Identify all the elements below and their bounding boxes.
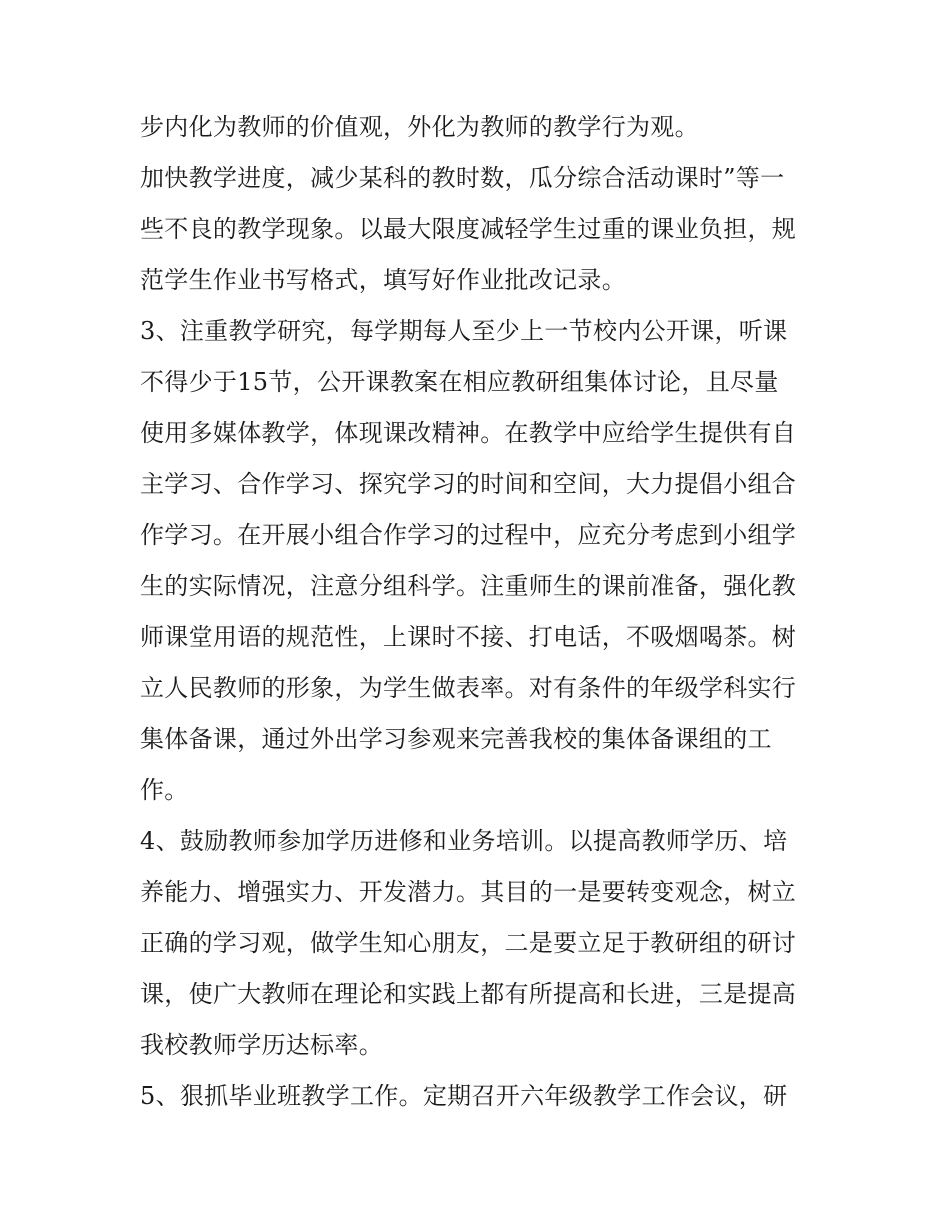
- text-line: 正确的学习观，做学生知心朋友，二是要立足于教研组的研讨: [140, 929, 797, 957]
- text-line: 我校教师学历达标率。: [140, 1031, 383, 1059]
- text-line: 3、注重教学研究，每学期每人至少上一节校内公开课，听课: [140, 317, 788, 345]
- text-line: 不得少于15节，公开课教案在相应教研组集体讨论，且尽量: [140, 368, 779, 396]
- text-line: 作学习。在开展小组合作学习的过程中，应充分考虑到小组学: [140, 521, 797, 549]
- text-line: 范学生作业书写格式，填写好作业批改记录。: [140, 266, 626, 294]
- text-line: 主学习、合作学习、探究学习的时间和空间，大力提倡小组合: [140, 470, 797, 498]
- text-line: 使用多媒体教学，体现课改精神。在教学中应给学生提供有自: [140, 419, 797, 447]
- text-line: 加快教学进度，减少某科的教时数，瓜分综合活动课时”等一: [140, 164, 785, 192]
- text-line: 课，使广大教师在理论和实践上都有所提高和长进，三是提高: [140, 980, 797, 1008]
- text-line: 养能力、增强实力、开发潜力。其目的一是要转变观念，树立: [140, 878, 797, 906]
- text-line: 立人民教师的形象，为学生做表率。对有条件的年级学科实行: [140, 674, 797, 702]
- text-line: 些不良的教学现象。以最大限度减轻学生过重的课业负担，规: [140, 215, 797, 243]
- text-line: 生的实际情况，注意分组科学。注重师生的课前准备，强化教: [140, 572, 797, 600]
- document-body: [140, 102, 820, 1122]
- text-line: 作。: [140, 776, 189, 804]
- text-line: 4、鼓励教师参加学历进修和业务培训。以提高教师学历、培: [140, 827, 788, 855]
- text-line: 师课堂用语的规范性，上课时不接、打电话，不吸烟喝茶。树: [140, 623, 797, 651]
- text-line: 5、狠抓毕业班教学工作。定期召开六年级教学工作会议，研: [140, 1082, 788, 1110]
- text-line: 步内化为教师的价值观，外化为教师的教学行为观。: [140, 113, 699, 141]
- text-line: 集体备课，通过外出学习参观来完善我校的集体备课组的工: [140, 725, 772, 753]
